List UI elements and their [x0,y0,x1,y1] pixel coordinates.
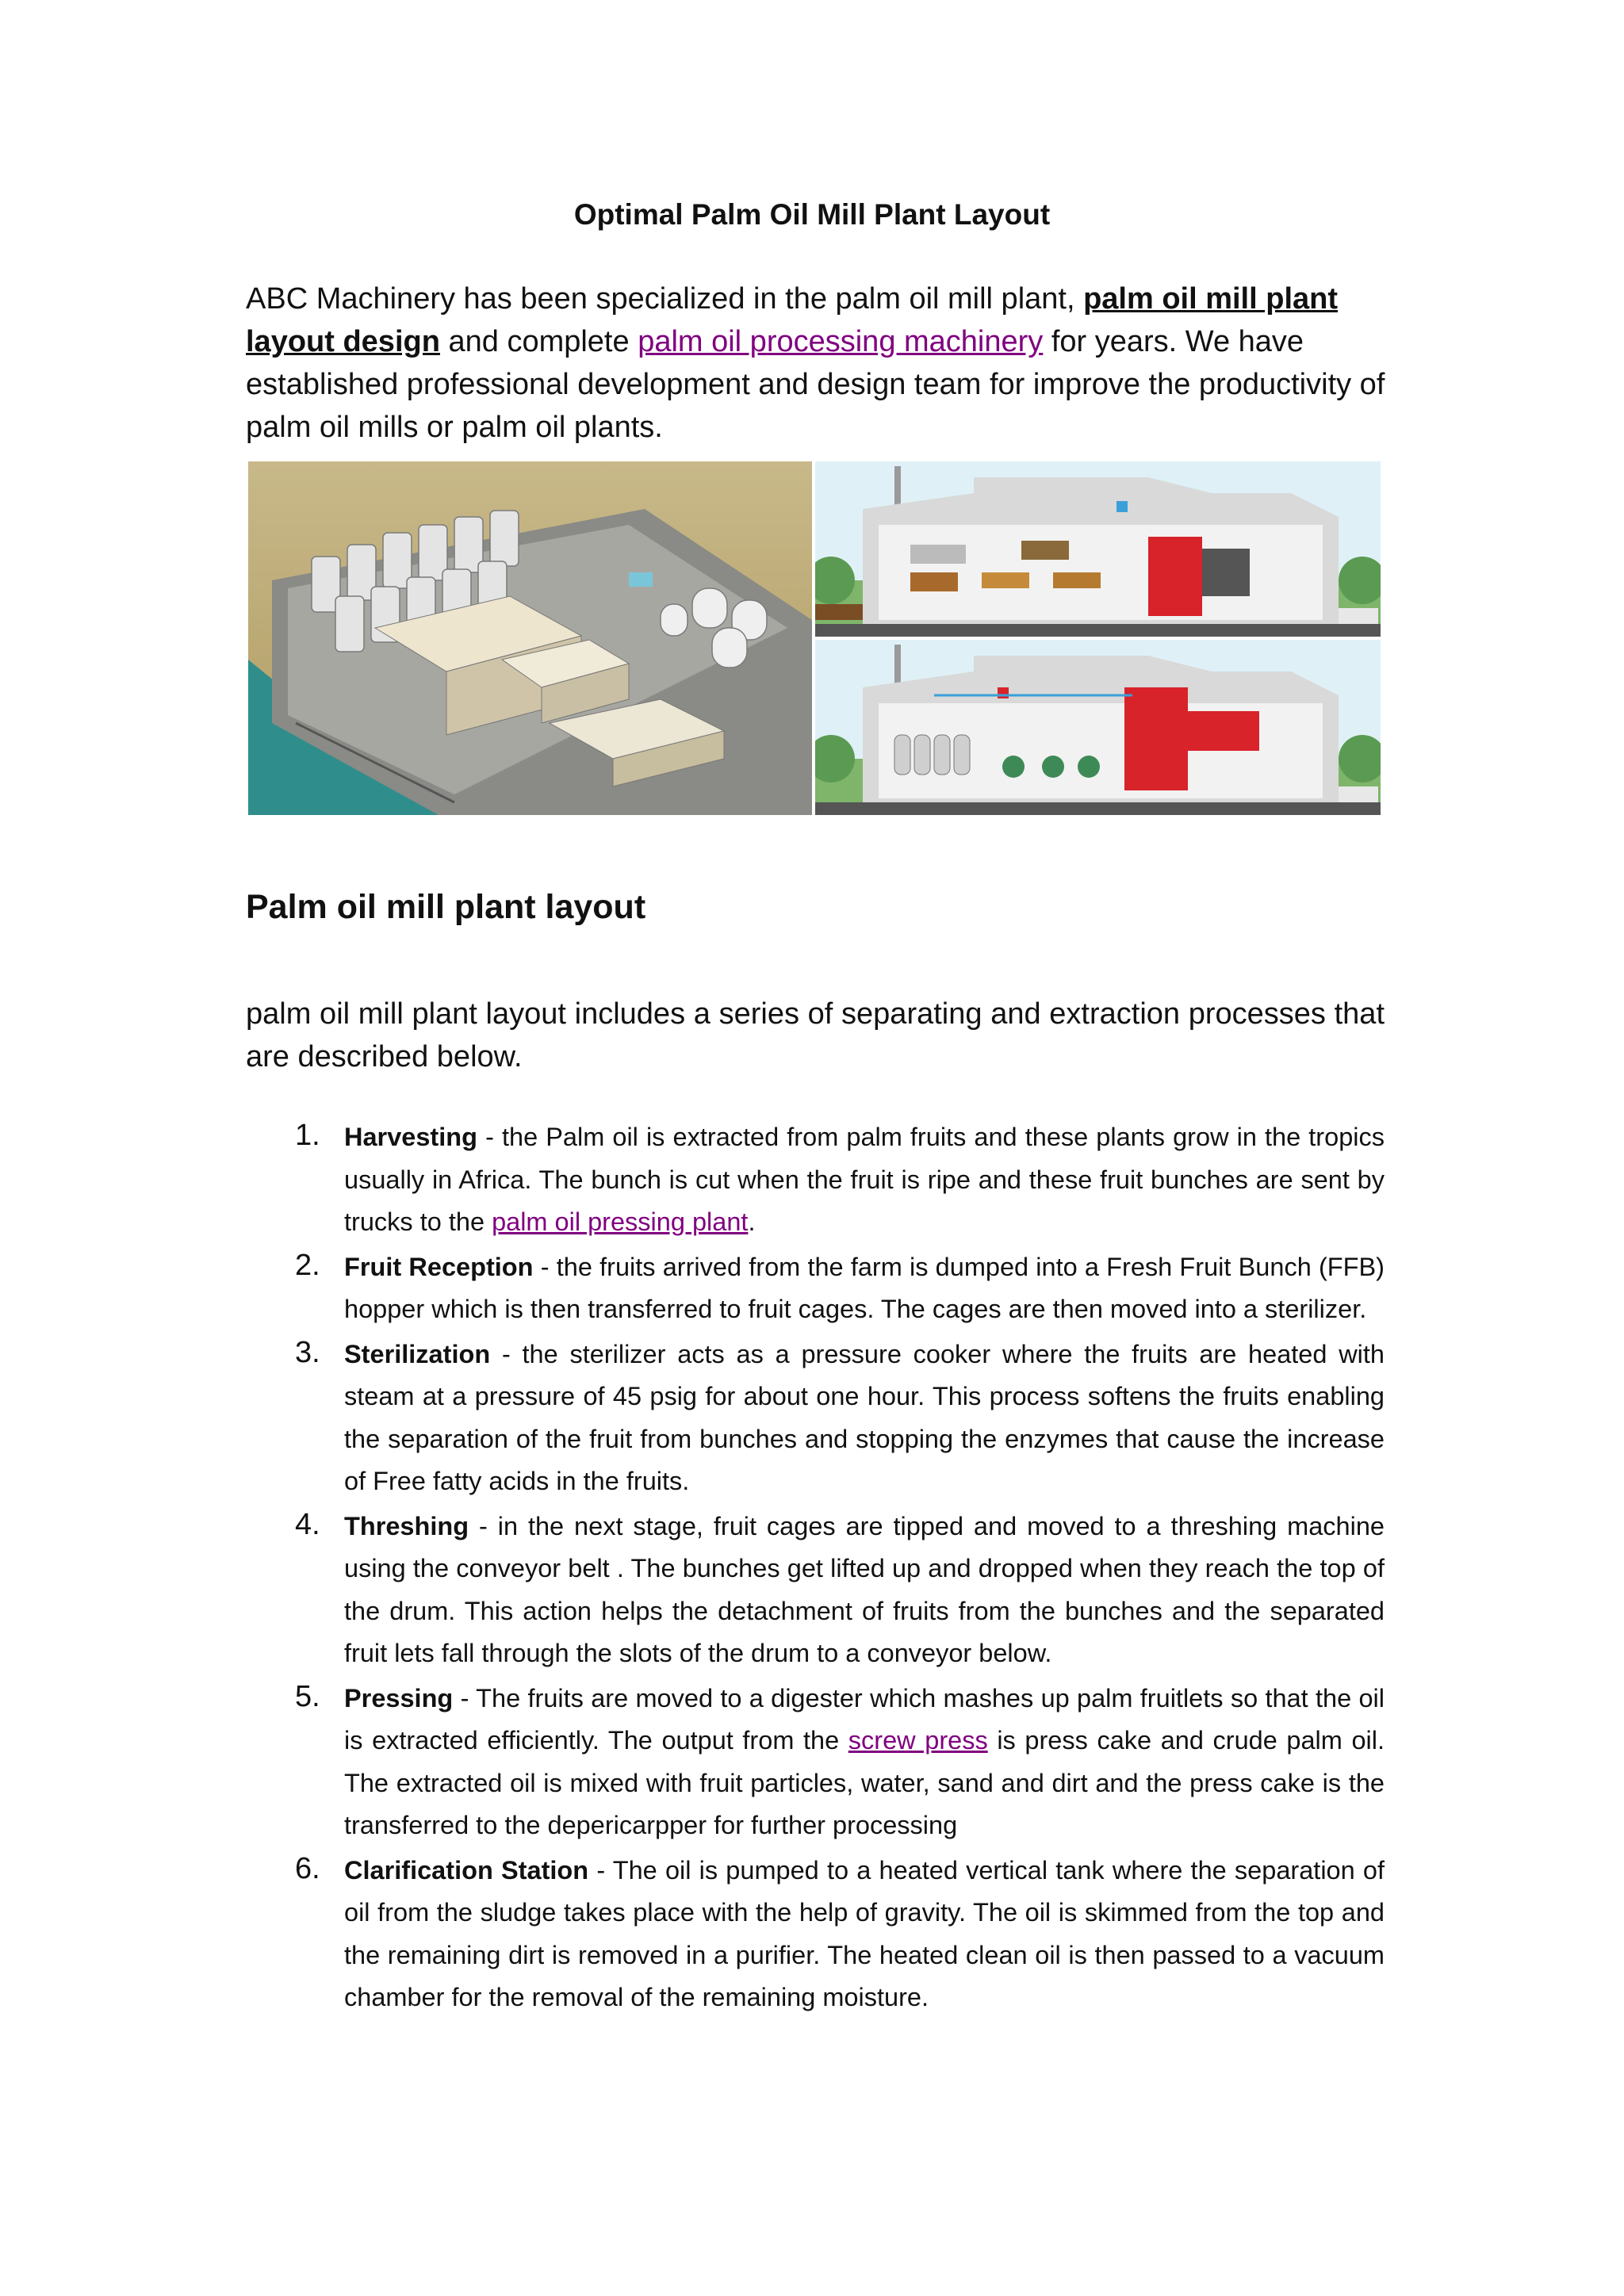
process-steps-list [246,1116,1385,2022]
step-number: 4. [295,1507,320,1541]
pressing-plant-link[interactable]: palm oil pressing plant [492,1207,749,1236]
process-diagrams [815,461,1381,815]
step-text-after: is press cake and crude palm oil. The extracted oil is mixed with fruit particles, water, sand and dirt and the press cake is the transferred to the depericarpper for further processing [344,1726,1385,1839]
list-item [246,1850,1385,2019]
aerial-plant-image [248,461,812,815]
list-item [246,1506,1385,1675]
step-text: - The oil is pumped to a heated vertical tank where the separation of oil from the sludge takes place with the help of gravity. The oil is skimmed from the top and the remaining dirt is removed in a purifier. The heated clean oil is then passed to a vacuum chamber for the removal of the remaining moisture. [344,1855,1385,2011]
step-number: 6. [295,1851,320,1885]
intro-text-1: ABC Machinery has been specialized in the palm oil mill plant, [246,282,1084,316]
step-label: Fruit Reception [344,1252,534,1281]
step-number: 2. [295,1248,320,1282]
step-label: Clarification Station [344,1855,589,1885]
step-text: - the sterilizer acts as a pressure cooker where the fruits are heated with steam at a pressure of 45 psig for about one hour. This process softens the fruits enabling the separation of the fruit from bunches and stopping the enzymes that cause the increase of Free fatty acids in the fruits. [344,1339,1385,1495]
screw-press-link[interactable]: screw press [848,1726,988,1755]
page-title: Optimal Palm Oil Mill Plant Layout [573,198,1051,231]
list-item [246,1246,1385,1331]
process-diagram-bottom [815,640,1381,815]
step-label: Harvesting [344,1123,477,1151]
plant-figure [248,461,1381,815]
processing-machinery-link[interactable]: palm oil processing machinery [638,325,1044,358]
section-intro: palm oil mill plant layout includes a series of separating and extraction processes that are described below. [246,997,1385,1073]
step-label: Threshing [344,1511,469,1540]
step-text-after: . [748,1207,756,1236]
step-text: - the Palm oil is extracted from palm fruits and these plants grow in the tropics usually in Africa. The bunch is cut when the fruit is ripe and these fruit bunches are sent by trucks to the [344,1123,1385,1236]
process-diagram-top [815,461,1381,637]
intro-text-2: and complete [439,325,638,358]
step-number: 1. [295,1119,320,1152]
step-text: - in the next stage, fruit cages are tipped and moved to a threshing machine using the conveyor belt . The bunches get lifted up and dropped when they reach the top of the drum. This action helps the detachment of fruits from the bunches and the separated fruit lets fall through the slots of the drum to a conveyor below. [344,1511,1385,1667]
step-text: - the fruits arrived from the farm is dumped into a Fresh Fruit Bunch (FFB) hopper which is then transferred to fruit cages. The cages are then moved into a sterilizer. [344,1252,1385,1323]
list-item [246,1334,1385,1503]
step-number: 5. [295,1679,320,1713]
step-number: 3. [295,1335,320,1369]
step-label: Pressing [344,1683,454,1712]
list-item [246,1678,1385,1847]
intro-text-3: for years. We have established professional development and design team for improve the productivity of palm oil mills or palm oil plants. [246,325,1385,444]
section-heading: Palm oil mill plant layout [246,888,646,926]
list-item [246,1116,1385,1244]
intro-paragraph [246,277,1388,449]
layout-design-link[interactable]: palm oil mill plant layout design [246,282,1338,358]
step-text: - The fruits are moved to a digester which mashes up palm fruitlets so that the oil is extracted efficiently. The output from the [344,1683,1385,1755]
step-label: Sterilization [344,1339,491,1368]
